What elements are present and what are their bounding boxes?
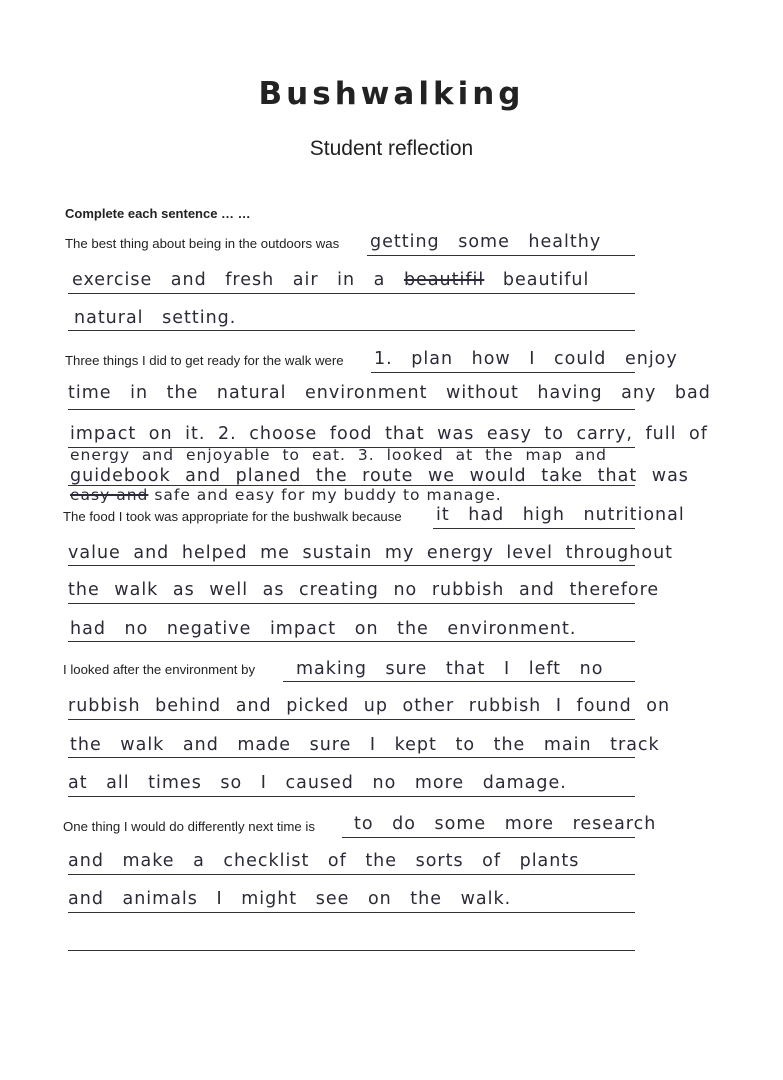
answer-line — [433, 528, 635, 529]
handwritten-answer: value and helped me sustain my energy level throughout — [68, 543, 674, 563]
handwritten-answer: to do some more research — [354, 814, 657, 834]
answer-line — [68, 912, 635, 913]
handwritten-answer: had no negative impact on the environment. — [70, 619, 577, 639]
handwritten-answer: time in the natural environment without having any bad — [68, 383, 711, 403]
answer-line — [68, 293, 635, 294]
answer-line — [371, 372, 635, 373]
question-2-prompt: Three things I did to get ready for the walk were — [65, 353, 344, 368]
answer-line — [68, 409, 635, 410]
handwritten-answer: the walk and made sure I kept to the main track — [70, 735, 660, 755]
handwritten-answer: exercise and fresh air in a beautifil beautiful — [72, 270, 590, 290]
answer-line — [68, 950, 635, 951]
handwritten-answer: energy and enjoyable to eat. 3. looked at the map and — [70, 446, 608, 464]
handwritten-answer: at all times so I caused no more damage. — [68, 773, 567, 793]
answer-line — [367, 255, 635, 256]
answer-line — [68, 330, 635, 331]
handwritten-answer: 1. plan how I could enjoy — [374, 349, 678, 369]
question-4-prompt: I looked after the environment by — [63, 662, 256, 677]
handwritten-answer: easy and safe and easy for my buddy to manage. — [70, 486, 502, 504]
handwritten-answer: getting some healthy — [370, 232, 602, 252]
handwritten-answer: impact on it. 2. choose food that was easy to carry, full of — [70, 424, 708, 444]
handwritten-answer: making sure that I left no — [296, 659, 604, 679]
answer-line — [68, 719, 635, 720]
answer-line — [68, 565, 635, 566]
instruction-text: Complete each sentence … … — [65, 206, 251, 221]
handwritten-answer: natural setting. — [74, 308, 237, 328]
answer-line — [68, 874, 635, 875]
answer-line — [68, 796, 635, 797]
answer-line — [68, 641, 635, 642]
answer-line — [68, 603, 635, 604]
handwritten-answer: rubbish behind and picked up other rubbish I found on — [68, 696, 671, 716]
handwritten-answer: it had high nutritional — [436, 505, 685, 525]
answer-line — [68, 757, 635, 758]
answer-line — [283, 681, 635, 682]
page-subtitle: Student reflection — [309, 137, 474, 160]
page-title: Bushwalking — [258, 76, 525, 112]
handwritten-answer: and make a checklist of the sorts of plants — [68, 851, 580, 871]
answer-line — [342, 837, 635, 838]
handwritten-answer: guidebook and planed the route we would take that was — [70, 466, 689, 486]
handwritten-answer: the walk as well as creating no rubbish and therefore — [68, 580, 660, 600]
question-5-prompt: One thing I would do differently next time is — [63, 819, 315, 834]
question-1-prompt: The best thing about being in the outdoors was — [65, 236, 340, 251]
question-3-prompt: The food I took was appropriate for the bushwalk because — [63, 509, 402, 524]
handwritten-answer: and animals I might see on the walk. — [68, 889, 512, 909]
